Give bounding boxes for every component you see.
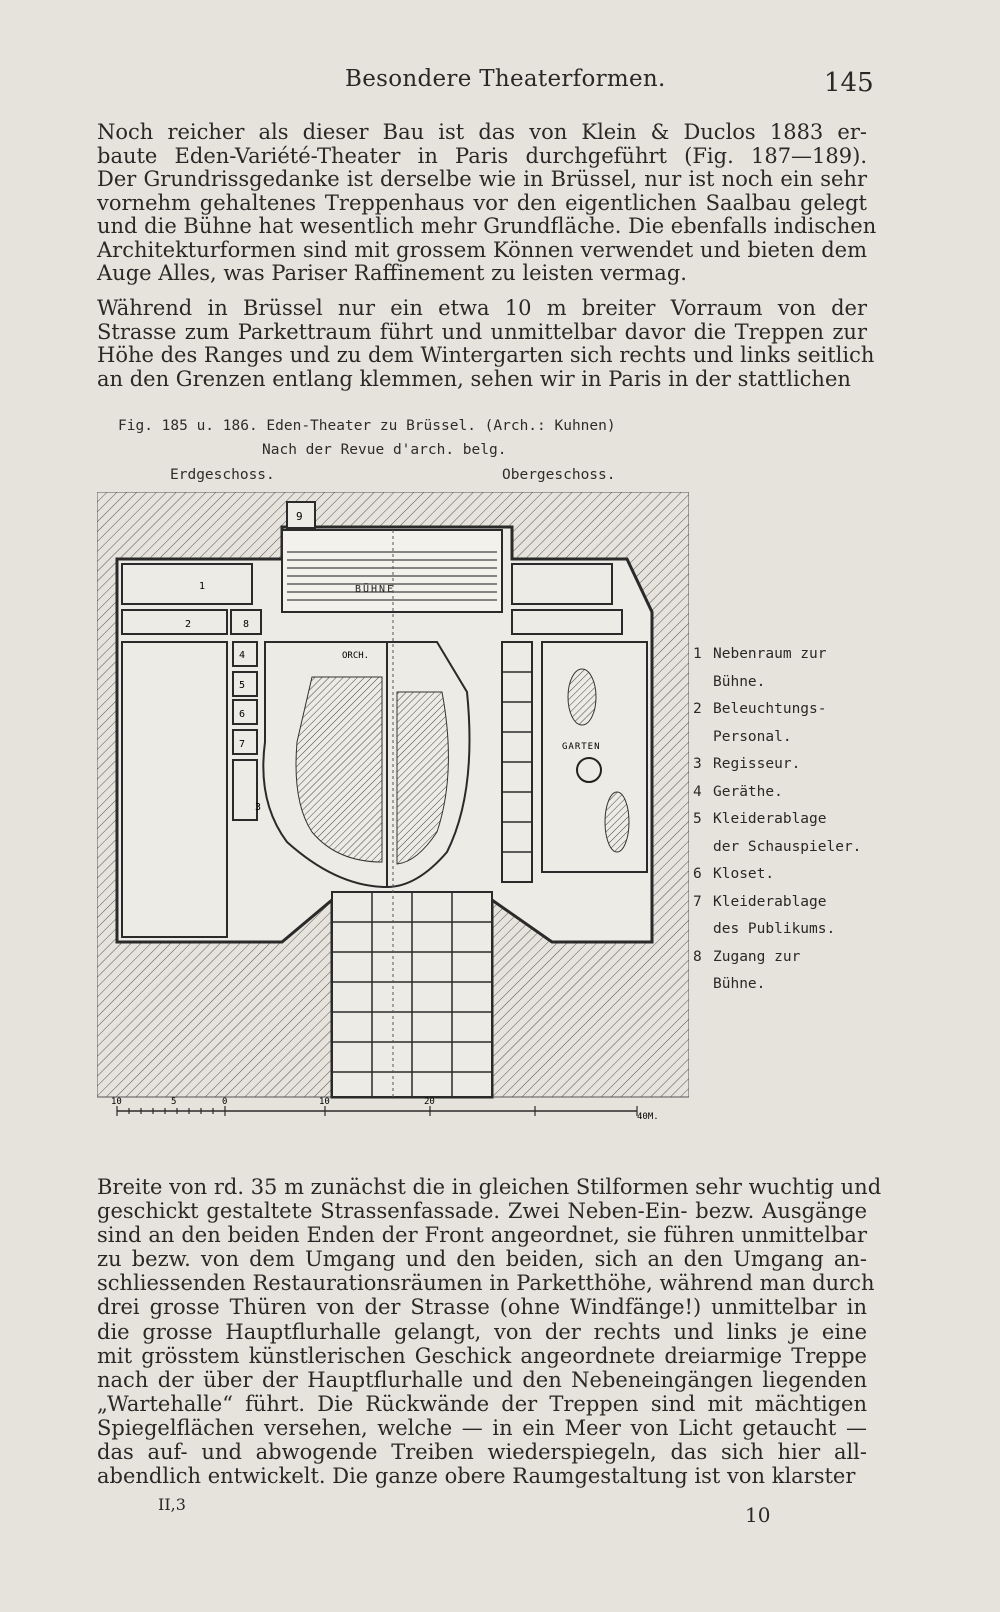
text-line: und die Bühne hat wesentlich mehr Grundfläche. Die ebenfalls indischen <box>97 214 877 238</box>
text-line: zu bezw. von dem Umgang und den beiden, sich an den Umgang an- <box>97 1247 867 1272</box>
text-line: schliessenden Restaurationsräumen in Parketthöhe, während man durch <box>97 1271 875 1296</box>
text-line: mit grösstem künstlerischen Geschick angeordnete dreiarmige Treppe <box>97 1343 867 1368</box>
text-line: Höhe des Ranges und zu dem Wintergarten sich rechts und links seitlich <box>97 343 875 367</box>
legend-text-cont: Personal. <box>713 728 792 745</box>
text-line: Noch reicher als dieser Bau ist das von Klein & Duclos 1883 er- <box>97 120 867 144</box>
garden <box>542 642 647 872</box>
figure-source: Nach der Revue d'arch. belg. <box>262 442 507 458</box>
legend-item <box>693 889 873 944</box>
legend-text: Geräthe. <box>713 783 783 800</box>
legend-text: Kloset. <box>713 866 775 882</box>
text-line: Der Grundrissgedanke ist derselbe wie in Brüssel, nur ist noch ein sehr <box>97 167 867 191</box>
legend-number: 1 <box>693 646 702 662</box>
text-line: baute Eden-Variété-Theater in Paris durchgeführt (Fig. 187—189). <box>97 143 867 168</box>
text-line: drei grosse Thüren von der Strasse (ohne Windfänge!) unmittelbar in <box>97 1295 867 1320</box>
figure-caption: Fig. 185 u. 186. Eden-Theater zu Brüssel. (Arch.: Kuhnen) <box>118 418 616 434</box>
legend-number: 8 <box>693 948 702 965</box>
garden-bed <box>568 669 596 725</box>
paragraph-2 <box>97 296 875 391</box>
legend-text-cont: Bühne. <box>713 673 766 690</box>
label-upper-floor: Obergeschoss. <box>502 467 616 483</box>
text-line: Strasse zum Parkettraum führt und unmittelbar davor die Treppen zur <box>97 319 867 344</box>
text-line: Breite von rd. 35 m zunächst die in gleichen Stilformen sehr wuchtig und <box>97 1175 882 1199</box>
text-line: die grosse Hauptflurhalle gelangt, von der rechts und links je eine <box>97 1319 867 1344</box>
text-line: Auge Alles, was Pariser Raffinement zu leisten vermag. <box>97 261 687 285</box>
text-line: sind an den beiden Enden der Front angeordnet, sie führen unmittelbar <box>97 1223 867 1248</box>
scale-tick-label: 5 <box>171 1097 177 1107</box>
paragraph-1 <box>97 120 877 286</box>
running-title: Besondere Theaterformen. <box>345 66 666 92</box>
page-number: 145 <box>824 68 874 98</box>
text-line: Spiegelflächen versehen, welche — in ein Meer von Licht getaucht — <box>97 1415 867 1440</box>
legend-text: Kleiderablage <box>713 811 827 827</box>
plan-label-1: 1 <box>199 581 206 592</box>
text-line: geschickt gestaltete Strassenfassade. Zwei Neben-Ein- bezw. Ausgänge <box>97 1199 867 1224</box>
legend-number: 6 <box>693 866 702 882</box>
legend-item <box>693 861 873 889</box>
legend-number: 5 <box>693 811 702 827</box>
text-line: Während in Brüssel nur ein etwa 10 m breiter Vorraum von der <box>97 296 867 320</box>
legend-text: Nebenraum zur <box>713 646 827 662</box>
legend-number: 3 <box>693 756 702 772</box>
scale-tick-label: 10 <box>111 1097 122 1107</box>
plan-label-garten: GARTEN <box>562 742 601 752</box>
legend-text-cont: der Schauspieler. <box>713 838 862 855</box>
text-line: Architekturformen sind mit grossem Können verwendet und bieten dem <box>97 237 867 262</box>
text-line: vornehm gehaltenes Treppenhaus vor den eigentlichen Saalbau gelegt <box>97 190 867 215</box>
legend-item <box>693 696 873 751</box>
floor-plan <box>97 492 689 1140</box>
scale-tick-label: 20 <box>424 1097 435 1107</box>
label-ground-floor: Erdgeschoss. <box>170 467 275 483</box>
plan-label-8: 8 <box>243 619 250 630</box>
figure-legend <box>693 641 873 999</box>
plan-label-4: 4 <box>239 650 246 661</box>
legend-text-cont: des Publikums. <box>713 921 836 937</box>
legend-item <box>693 806 873 861</box>
paragraph-3 <box>97 1175 882 1489</box>
plan-label-9: 9 <box>296 510 303 523</box>
plan-label-7: 7 <box>239 739 246 750</box>
text-line: das auf- und abwogende Treiben wiederspiegeln, das sich hier all- <box>97 1440 867 1465</box>
legend-text: Zugang zur <box>713 948 801 965</box>
plan-label-buehne: BÜHNE <box>355 584 396 595</box>
legend-item <box>693 751 873 779</box>
legend-number: 2 <box>693 701 702 717</box>
scale-tick-label: 0 <box>222 1097 228 1107</box>
legend-item <box>693 779 873 807</box>
legend-text: Regisseur. <box>713 756 801 772</box>
legend-item <box>693 641 873 696</box>
text-line: „Wartehalle“ führt. Die Rückwände der Treppen sind mit mächtigen <box>97 1391 867 1416</box>
plan-label-orch: ORCH. <box>342 651 370 661</box>
legend-text: Beleuchtungs- <box>713 701 827 717</box>
sheet-number: 10 <box>745 1503 771 1527</box>
text-line: nach der über der Hauptflurhalle und den Nebeneingängen liegenden <box>97 1367 867 1392</box>
plan-label-3: 3 <box>255 802 262 813</box>
plan-label-2: 2 <box>185 619 192 630</box>
scale-tick-label: 40M. <box>637 1112 659 1122</box>
scale-tick-label: 10 <box>319 1097 330 1107</box>
plan-label-6: 6 <box>239 709 246 720</box>
legend-text-cont: Bühne. <box>713 976 766 992</box>
text-line: an den Grenzen entlang klemmen, sehen wir in Paris in der stattlichen <box>97 366 851 391</box>
legend-number: 7 <box>693 893 702 910</box>
legend-text: Kleiderablage <box>713 893 827 910</box>
legend-item <box>693 944 873 999</box>
signature-mark: II,3 <box>158 1495 186 1514</box>
text-line: abendlich entwickelt. Die ganze obere Raumgestaltung ist von klarster <box>97 1464 856 1489</box>
legend-number: 4 <box>693 783 702 800</box>
garden-bed <box>605 792 629 852</box>
plan-label-5: 5 <box>239 680 246 691</box>
